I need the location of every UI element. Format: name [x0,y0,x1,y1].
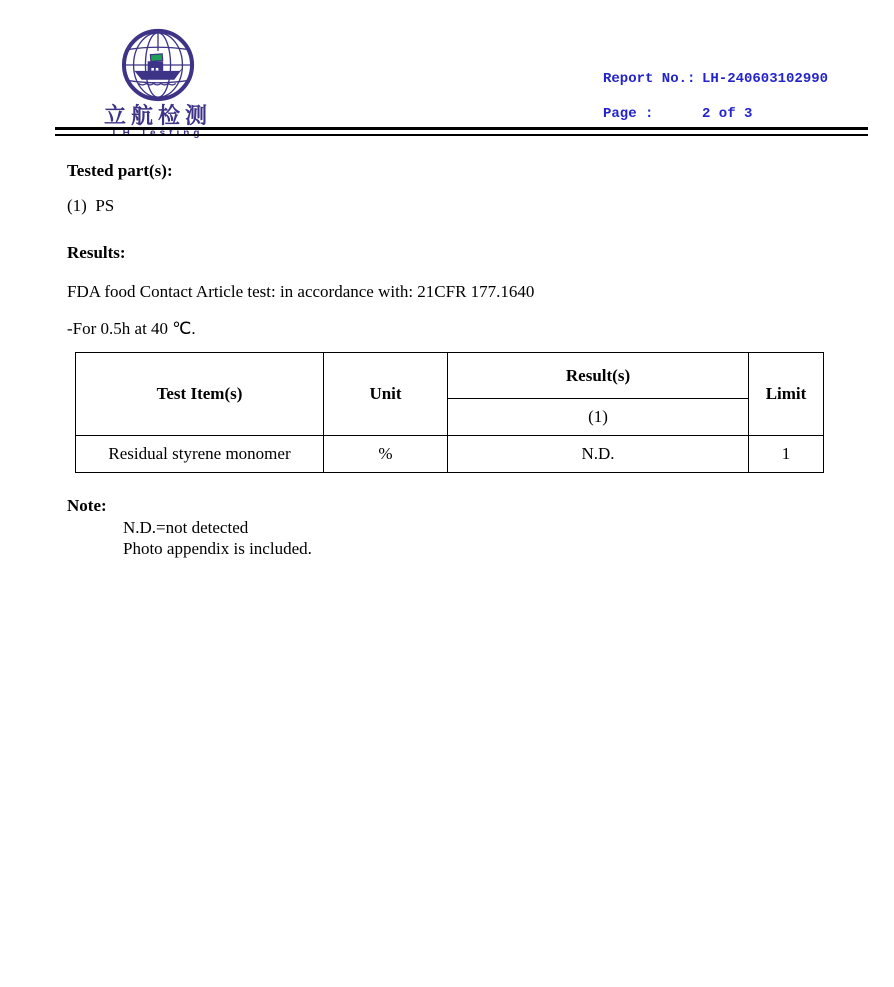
logo-chinese-name: 立航检测 [103,103,212,128]
cell-test-item: Residual styrene monomer [76,436,324,473]
results-table-body [76,436,824,473]
report-body [67,161,837,559]
results-heading: Results: [67,243,126,262]
page-number-value: 2 of 3 [702,106,753,122]
table-row [76,436,824,473]
report-number-label: Report No.: [603,71,696,87]
note-heading: Note: [67,496,107,515]
results-condition-line: -For 0.5h at 40 ℃. [67,319,196,338]
col-header-unit: Unit [324,353,448,436]
col-header-results: Result(s) [448,353,749,399]
results-standard-line: FDA food Contact Article test: in accordance with: 21CFR 177.1640 [67,282,535,301]
cell-limit: 1 [749,436,824,473]
col-header-limit: Limit [749,353,824,436]
logo-english-name: LH Testing [112,128,204,139]
note-line-nd: N.D.=not detected [123,518,249,537]
globe-ship-logo-icon [121,28,195,102]
note-line-photo: Photo appendix is included. [123,539,312,558]
page-number-label: Page : [603,106,654,122]
company-logo [100,28,216,139]
report-number-value: LH-240603102990 [702,71,829,87]
col-header-sample-1: (1) [448,399,749,436]
header-divider-rule [55,127,868,136]
cell-result: N.D. [448,436,749,473]
note-section [67,496,837,559]
report-number-line [603,71,828,89]
page-number-line [603,106,828,124]
note-lines [123,517,837,559]
cell-unit: % [324,436,448,473]
results-table [75,352,824,473]
tested-parts-heading: Tested part(s): [67,161,173,180]
col-header-test-items: Test Item(s) [76,353,324,436]
tested-parts-value: (1) PS [67,196,115,215]
